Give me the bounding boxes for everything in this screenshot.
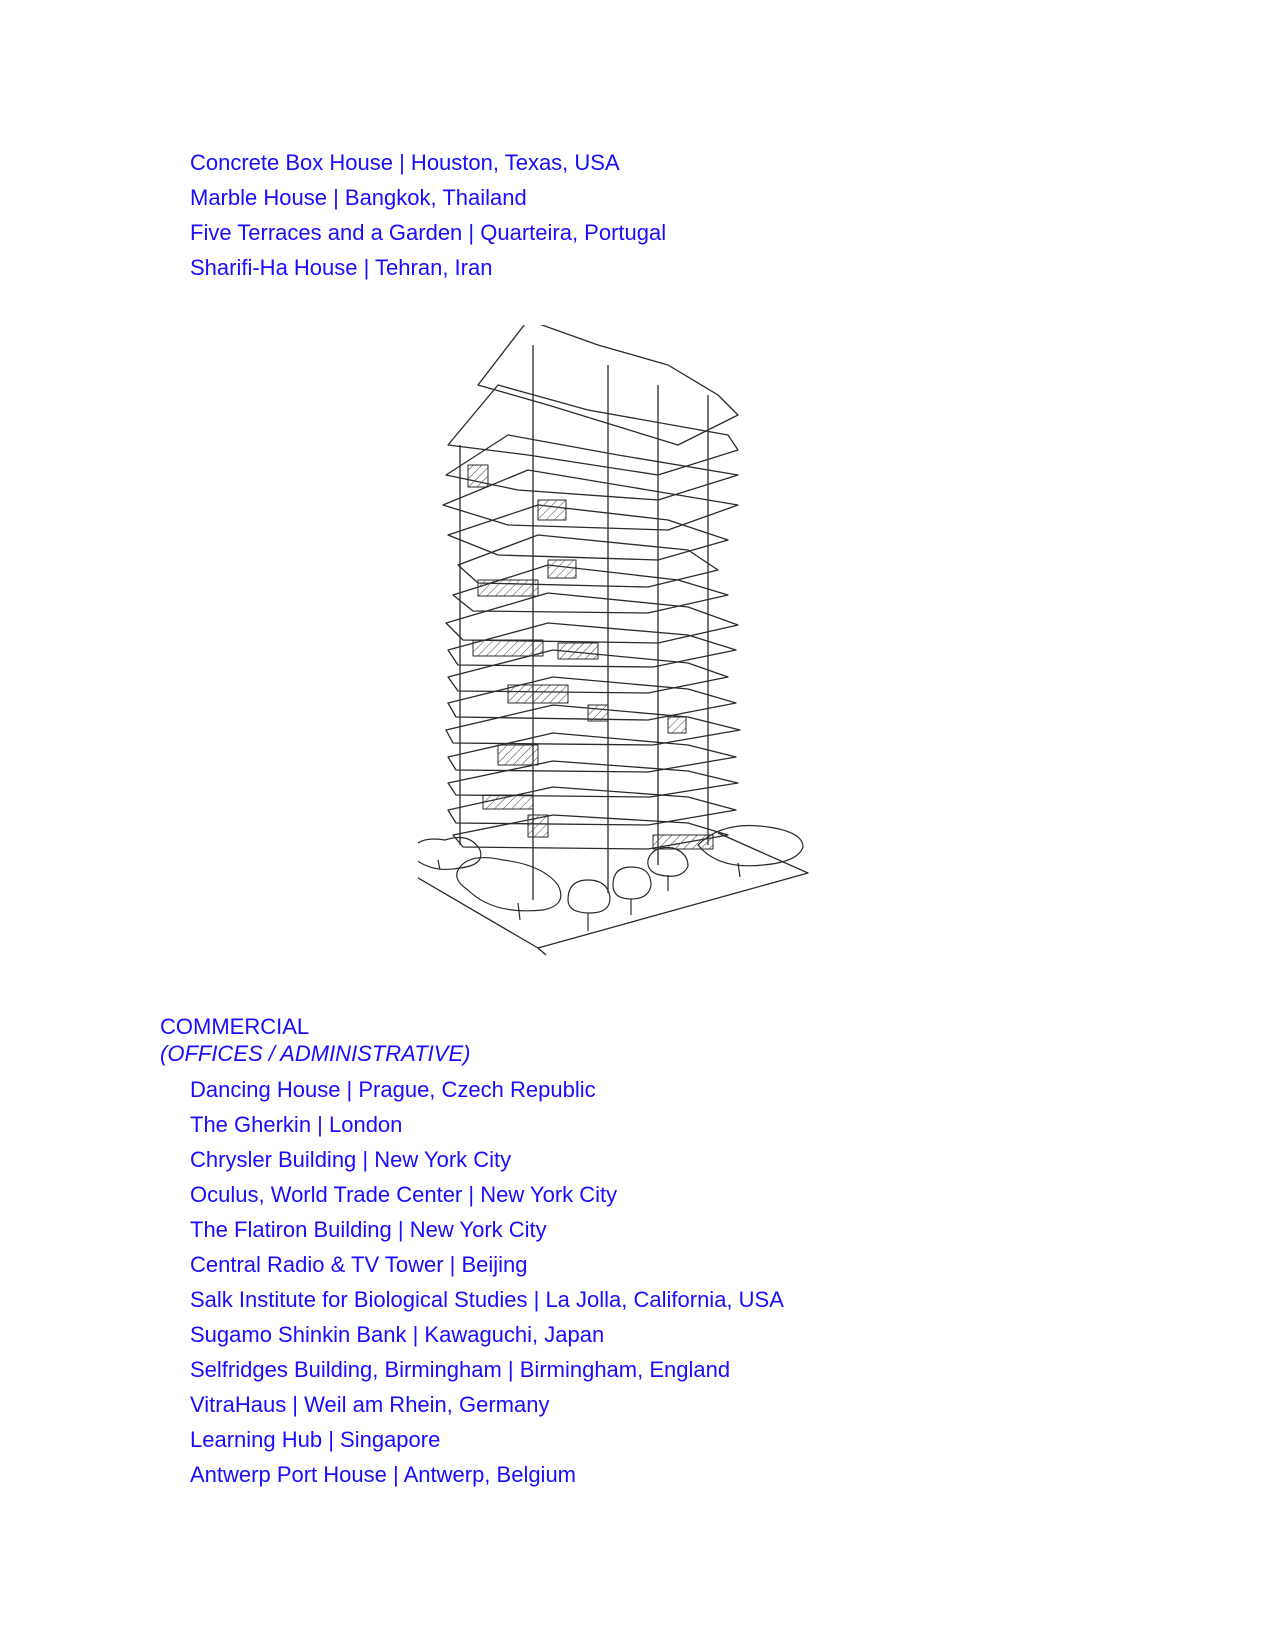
list-item [190, 1287, 784, 1322]
project-link[interactable]: Antwerp Port House | Antwerp, Belgium [190, 1462, 577, 1487]
project-link[interactable]: Five Terraces and a Garden | Quarteira, Portugal [190, 220, 667, 245]
project-link[interactable]: Oculus, World Trade Center | New York City [190, 1182, 618, 1207]
list-item [190, 255, 666, 290]
list-item [190, 1182, 784, 1217]
list-item [190, 1252, 784, 1287]
project-link[interactable]: Central Radio & TV Tower | Beijing [190, 1252, 528, 1277]
list-item [190, 1147, 784, 1182]
commercial-section-header [160, 1013, 470, 1067]
list-item [190, 1427, 784, 1462]
project-link[interactable]: Salk Institute for Biological Studies | La Jolla, California, USA [190, 1287, 784, 1312]
project-link[interactable]: VitraHaus | Weil am Rhein, Germany [190, 1392, 550, 1417]
list-item [190, 1462, 784, 1497]
project-link[interactable]: Selfridges Building, Birmingham | Birmingham, England [190, 1357, 731, 1382]
list-item [190, 150, 666, 185]
section-subtitle: (OFFICES / ADMINISTRATIVE) [160, 1041, 471, 1066]
list-item [190, 1392, 784, 1427]
list-item [190, 1357, 784, 1392]
commercial-link-list [190, 1077, 784, 1497]
project-link[interactable]: Learning Hub | Singapore [190, 1427, 441, 1452]
tower-sketch-icon [418, 325, 858, 985]
list-item [190, 220, 666, 255]
section-title: COMMERCIAL [160, 1014, 310, 1039]
list-item [190, 1217, 784, 1252]
list-item [190, 1077, 784, 1112]
project-link[interactable]: Chrysler Building | New York City [190, 1147, 512, 1172]
project-link[interactable]: The Flatiron Building | New York City [190, 1217, 547, 1242]
list-item [190, 1322, 784, 1357]
project-link[interactable]: Marble House | Bangkok, Thailand [190, 185, 527, 210]
list-item [190, 1112, 784, 1147]
project-link[interactable]: Dancing House | Prague, Czech Republic [190, 1077, 596, 1102]
residential-link-list [190, 150, 666, 290]
list-item [190, 185, 666, 220]
project-link[interactable]: Concrete Box House | Houston, Texas, USA [190, 150, 620, 175]
project-link[interactable]: Sugamo Shinkin Bank | Kawaguchi, Japan [190, 1322, 605, 1347]
project-link[interactable]: Sharifi-Ha House | Tehran, Iran [190, 255, 493, 280]
project-link[interactable]: The Gherkin | London [190, 1112, 403, 1137]
